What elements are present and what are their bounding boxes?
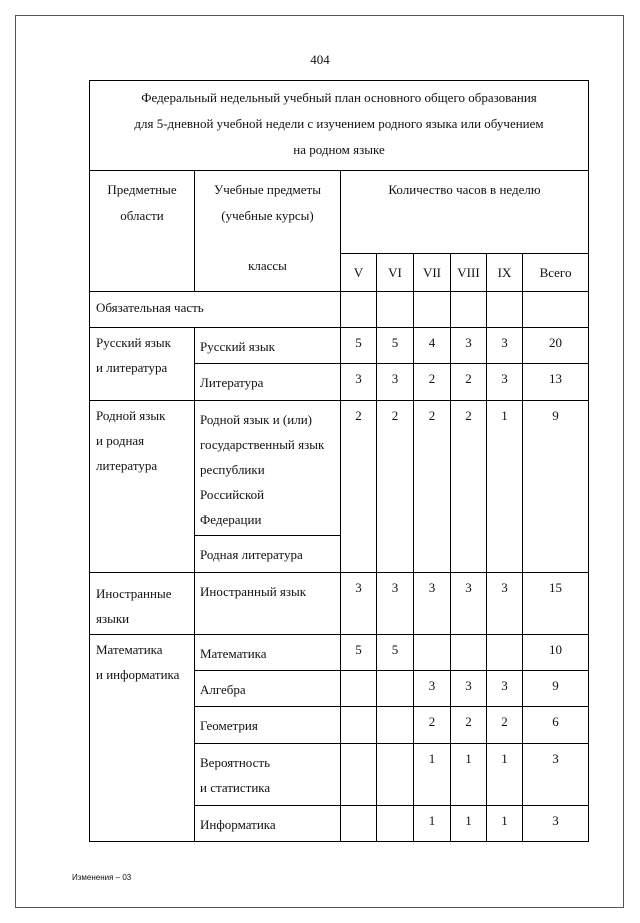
subject-name-line: Родная литература (200, 547, 303, 562)
hours-cell: 1 (487, 806, 523, 842)
subject-area-cell (90, 635, 195, 842)
header-hours-per-week: Количество часов в неделю (341, 171, 589, 254)
hours-cell (377, 806, 414, 842)
subject-name-line: Родной язык и (или) (200, 412, 312, 427)
section-mandatory: Обязательная часть (90, 292, 341, 328)
header-subjects (195, 171, 341, 292)
table-cell (523, 292, 589, 328)
subject-name-line: государственный язык (200, 437, 325, 452)
subject-name-line: Иностранный язык (200, 584, 307, 599)
subject-area-line: и родная (96, 433, 145, 448)
table-row (90, 635, 589, 671)
subject-name-line: Вероятность (200, 755, 271, 770)
hours-total-cell: 20 (523, 328, 589, 364)
header-classes-label: классы (248, 258, 287, 273)
hours-cell: 2 (451, 707, 487, 744)
hours-cell: 3 (414, 671, 451, 707)
header-line: Учебные предметы (214, 182, 321, 197)
subject-area-line: языки (96, 611, 130, 626)
hours-cell: 3 (341, 573, 377, 635)
hours-cell: 2 (377, 401, 414, 573)
subject-area-line: Иностранные (96, 586, 172, 601)
title-line: для 5-дневной учебной недели с изучением родного языка или обучением (134, 116, 544, 131)
subject-area-cell (90, 573, 195, 635)
hours-cell: 3 (487, 364, 523, 401)
hours-cell: 1 (451, 806, 487, 842)
hours-cell: 2 (341, 401, 377, 573)
table-row (90, 401, 589, 536)
subject-name-line: Информатика (200, 817, 276, 832)
subject-name (195, 635, 341, 671)
hours-cell: 2 (451, 401, 487, 573)
subject-name (195, 707, 341, 744)
hours-cell: 3 (487, 328, 523, 364)
hours-cell: 3 (451, 573, 487, 635)
subject-area-line: и литература (96, 360, 168, 375)
hours-cell: 1 (487, 401, 523, 573)
grade-header: V (341, 254, 377, 292)
hours-cell: 3 (451, 671, 487, 707)
subject-name-line: Литература (200, 375, 264, 390)
table-cell (414, 292, 451, 328)
grade-header: VII (414, 254, 451, 292)
header-line: (учебные курсы) (221, 208, 314, 223)
header-line: области (120, 208, 164, 223)
hours-cell (377, 671, 414, 707)
title-line: на родном языке (293, 142, 385, 157)
hours-cell: 5 (341, 328, 377, 364)
hours-cell (341, 744, 377, 806)
subject-name (195, 401, 341, 536)
subject-name (195, 671, 341, 707)
subject-name-line: Алгебра (200, 682, 246, 697)
hours-cell: 5 (377, 328, 414, 364)
hours-cell: 3 (487, 671, 523, 707)
footer-note: Изменения – 03 (72, 873, 132, 882)
subject-area-cell (90, 328, 195, 401)
subject-name (195, 744, 341, 806)
hours-cell: 3 (451, 328, 487, 364)
subject-area-line: и информатика (96, 667, 180, 682)
hours-cell: 1 (414, 806, 451, 842)
grade-header-total: Всего (523, 254, 589, 292)
hours-cell: 3 (377, 364, 414, 401)
hours-cell: 1 (451, 744, 487, 806)
hours-cell (377, 744, 414, 806)
grade-header: VI (377, 254, 414, 292)
hours-total-cell: 3 (523, 744, 589, 806)
hours-cell: 2 (451, 364, 487, 401)
table-row (90, 573, 589, 635)
hours-total-cell: 6 (523, 707, 589, 744)
subject-area-line: литература (96, 458, 158, 473)
hours-cell (451, 635, 487, 671)
hours-cell: 3 (487, 573, 523, 635)
grade-header: IX (487, 254, 523, 292)
hours-cell: 3 (377, 573, 414, 635)
hours-total-cell: 9 (523, 671, 589, 707)
subject-name-line: Русский язык (200, 339, 275, 354)
subject-name-line: Федерации (200, 512, 262, 527)
page-number: 404 (310, 52, 330, 67)
hours-cell: 2 (414, 364, 451, 401)
hours-cell (341, 806, 377, 842)
hours-total-cell: 9 (523, 401, 589, 573)
table-cell (451, 292, 487, 328)
table-cell (487, 292, 523, 328)
table-row (90, 328, 589, 364)
hours-cell: 2 (487, 707, 523, 744)
table-cell (341, 292, 377, 328)
subject-name-line: Геометрия (200, 718, 258, 733)
hours-cell (341, 707, 377, 744)
hours-cell: 4 (414, 328, 451, 364)
subject-name-line: Российской (200, 487, 265, 502)
hours-cell: 2 (414, 401, 451, 573)
subject-name (195, 328, 341, 364)
hours-total-cell: 10 (523, 635, 589, 671)
subject-area-line: Русский язык (96, 335, 171, 350)
hours-total-cell: 3 (523, 806, 589, 842)
curriculum-table (89, 80, 589, 842)
hours-total-cell: 13 (523, 364, 589, 401)
title-line: Федеральный недельный учебный план основного общего образования (141, 90, 537, 105)
header-subject-areas (90, 171, 195, 292)
hours-cell: 1 (487, 744, 523, 806)
hours-cell: 3 (414, 573, 451, 635)
hours-cell (487, 635, 523, 671)
subject-name-line: и статистика (200, 780, 271, 795)
table-cell (377, 292, 414, 328)
subject-name-line: Математика (200, 646, 267, 661)
table-title (90, 81, 589, 171)
hours-cell (341, 671, 377, 707)
subject-name (195, 364, 341, 401)
hours-cell (414, 635, 451, 671)
subject-area-line: Родной язык (96, 408, 166, 423)
header-line: Предметные (107, 182, 177, 197)
subject-name (195, 573, 341, 635)
grade-header: VIII (451, 254, 487, 292)
hours-cell (377, 707, 414, 744)
subject-name (195, 536, 341, 573)
subject-name-line: республики (200, 462, 265, 477)
hours-cell: 5 (341, 635, 377, 671)
subject-name (195, 806, 341, 842)
hours-cell: 1 (414, 744, 451, 806)
hours-cell: 5 (377, 635, 414, 671)
hours-cell: 2 (414, 707, 451, 744)
subject-area-cell (90, 401, 195, 573)
subject-area-line: Математика (96, 642, 163, 657)
hours-cell: 3 (341, 364, 377, 401)
hours-total-cell: 15 (523, 573, 589, 635)
